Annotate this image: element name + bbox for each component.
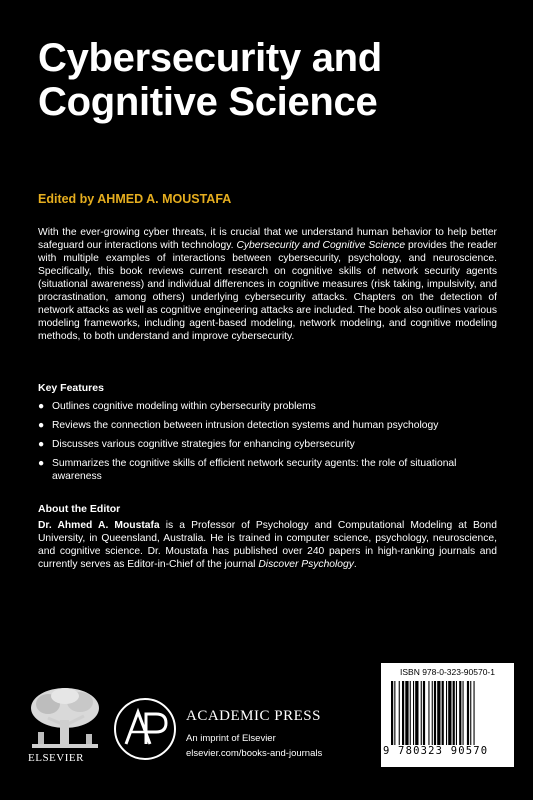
barcode-digits: 9 780323 90570 <box>383 745 489 757</box>
barcode-bar <box>413 681 414 745</box>
about-editor-text <box>38 519 497 571</box>
list-item: ● Discusses various cognitive strategies for enhancing cybersecurity <box>38 439 355 450</box>
book-title: Cybersecurity and Cognitive Science <box>38 36 382 124</box>
elsevier-wordmark: ELSEVIER <box>28 752 84 764</box>
barcode-bar <box>470 681 471 745</box>
journal-name: Discover Psychology <box>258 559 354 570</box>
bullet-icon: ● <box>38 420 45 431</box>
editor-line: Edited by AHMED A. MOUSTAFA <box>38 192 232 206</box>
barcode-bar <box>456 681 457 745</box>
barcode-bar <box>423 681 425 745</box>
description-part-2: provides the reader with multiple examples of interactions between cybersecurity, psychology, and neuroscience. Specifically, this book reviews current research on cognitive skills of network security agents (situational awareness) and individual differences in cognitive measures (risk taking, impulsivity, and procrastination, among others) underlying cybersecurity attacks. Chapters on the detection of network attacks as well as cognitive engineering attacks are included. The book also outlines various modeling frameworks, including agent-based modeling, network modeling, and cognitive modeling methods, to both understand and improve cybersecurity. <box>38 240 497 342</box>
about-editor-heading: About the Editor <box>38 503 121 515</box>
barcode-bar <box>402 681 404 745</box>
list-item: ● Outlines cognitive modeling within cybersecurity problems <box>38 401 316 412</box>
editor-name: Dr. Ahmed A. Moustafa <box>38 520 160 531</box>
list-item: ● Summarizes the cognitive skills of efficient network security agents: the role of situational awareness <box>38 458 457 482</box>
description-book-title: Cybersecurity and Cognitive Science <box>236 240 406 251</box>
barcode-bars <box>391 681 505 745</box>
barcode-bar <box>410 681 411 745</box>
barcode-bar <box>474 681 475 745</box>
barcode-bar <box>394 681 395 745</box>
bullet-icon: ● <box>38 439 45 450</box>
list-item: ● Reviews the connection between intrusion detection systems and human psychology <box>38 420 439 431</box>
publisher-url: elsevier.com/books-and-journals <box>186 748 323 759</box>
barcode-bar <box>467 681 469 745</box>
key-features-heading: Key Features <box>38 382 104 394</box>
barcode-bar <box>391 681 393 745</box>
isbn-barcode <box>381 663 514 767</box>
barcode-bar <box>448 681 451 745</box>
key-features-list <box>38 400 498 489</box>
description-part-1: With the ever-growing cyber threats, it is crucial that we understand human behavior to help better safeguard our interactions with technology. <box>38 227 497 251</box>
barcode-bar <box>463 681 464 745</box>
barcode-bar <box>405 681 408 745</box>
barcode-bar <box>421 681 422 745</box>
book-description <box>38 226 497 343</box>
imprint-name: ACADEMIC PRESS <box>186 708 321 724</box>
barcode-bar <box>434 681 436 745</box>
barcode-bar <box>432 681 433 745</box>
elsevier-tree-logo <box>26 684 104 754</box>
barcode-bar <box>459 681 461 745</box>
imprint-line: An imprint of Elsevier <box>186 733 276 744</box>
academic-press-logo <box>112 696 178 762</box>
about-text-1: is a Professor of Psychology and Computational Modeling at Bond University, in Queensland, Australia. He is trained in computer science, psychology, neuroscience, and cognitive science. Dr. Moustafa has published over 240 papers in high-ranking journals and currently serves as Editor-in-Chief of the journal <box>38 520 497 570</box>
about-text-2: . <box>353 559 357 570</box>
barcode-bar <box>399 681 400 745</box>
bullet-icon: ● <box>38 458 45 469</box>
isbn-number: ISBN 978-0-323-90570-1 <box>400 667 495 677</box>
barcode-bar <box>446 681 447 745</box>
barcode-bar <box>415 681 418 745</box>
barcode-bar <box>453 681 455 745</box>
barcode-bar <box>437 681 440 745</box>
barcode-bar <box>428 681 429 745</box>
bullet-icon: ● <box>38 401 45 412</box>
barcode-bar <box>442 681 444 745</box>
